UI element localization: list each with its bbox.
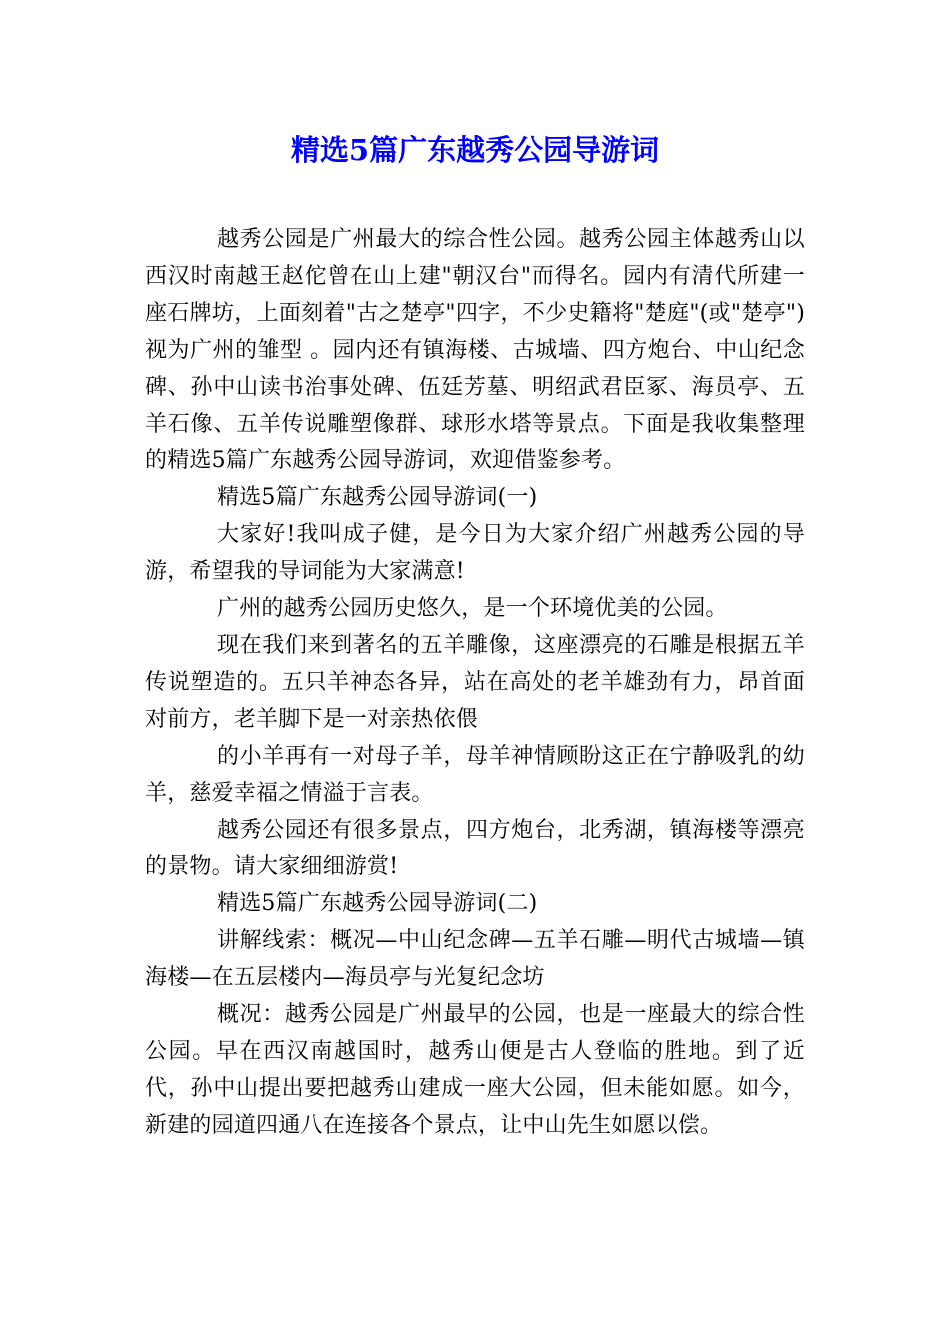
document-title: 精选5篇广东越秀公园导游词 [290,133,660,167]
intro-paragraph: 越秀公园是广州最大的综合性公园。越秀公园主体越秀山以西汉时南越王赵佗曾在山上建"朝汉台"而得名。园内有清代所建一座石牌坊，上面刻着"古之楚亭"四字，不少史籍将"楚庭"(或"楚亭")视为广州的雏型 。园内还有镇海楼、古城墙、四方炮台、中山纪念碑、孙中山读书治事处碑、伍廷芳墓、明绍武君臣冢、海员亭、五羊石像、五羊传说雕塑像群、球形水塔等景点。下面是我收集整理的精选5篇广东越秀公园导游词，欢迎借鉴参考。 [145,227,805,474]
paragraph: 的小羊再有一对母子羊，母羊神情顾盼这正在宁静吸乳的幼羊，慈爱幸福之情溢于言表。 [145,743,805,806]
paragraph: 越秀公园还有很多景点，四方炮台，北秀湖，镇海楼等漂亮的景物。请大家细细游赏! [145,817,805,880]
section-heading-1: 精选5篇广东越秀公园导游词(一) [217,485,538,511]
section-heading-2: 精选5篇广东越秀公园导游词(二) [217,891,538,917]
paragraph: 现在我们来到著名的五羊雕像，这座漂亮的石雕是根据五羊传说塑造的。五只羊神态各异，站在高处的老羊雄劲有力，昂首面对前方，老羊脚下是一对亲热依偎 [145,632,805,732]
paragraph: 大家好!我叫成子健，是今日为大家介绍广州越秀公园的导游，希望我的导词能为大家满意! [145,522,805,585]
document-body [145,222,805,1145]
paragraph: 广州的越秀公园历史悠久，是一个环境优美的公园。 [217,596,728,622]
paragraph: 概况：越秀公园是广州最早的公园，也是一座最大的综合性公园。早在西汉南越国时，越秀山便是古人登临的胜地。到了近代，孙中山提出要把越秀山建成一座大公园，但未能如愿。如今，新建的园道四通八在连接各个景点，让中山先生如愿以偿。 [145,1002,805,1138]
paragraph: 讲解线索：概况—中山纪念碑—五羊石雕—明代古城墙—镇海楼—在五层楼内—海员亭与光复纪念坊 [145,928,805,991]
